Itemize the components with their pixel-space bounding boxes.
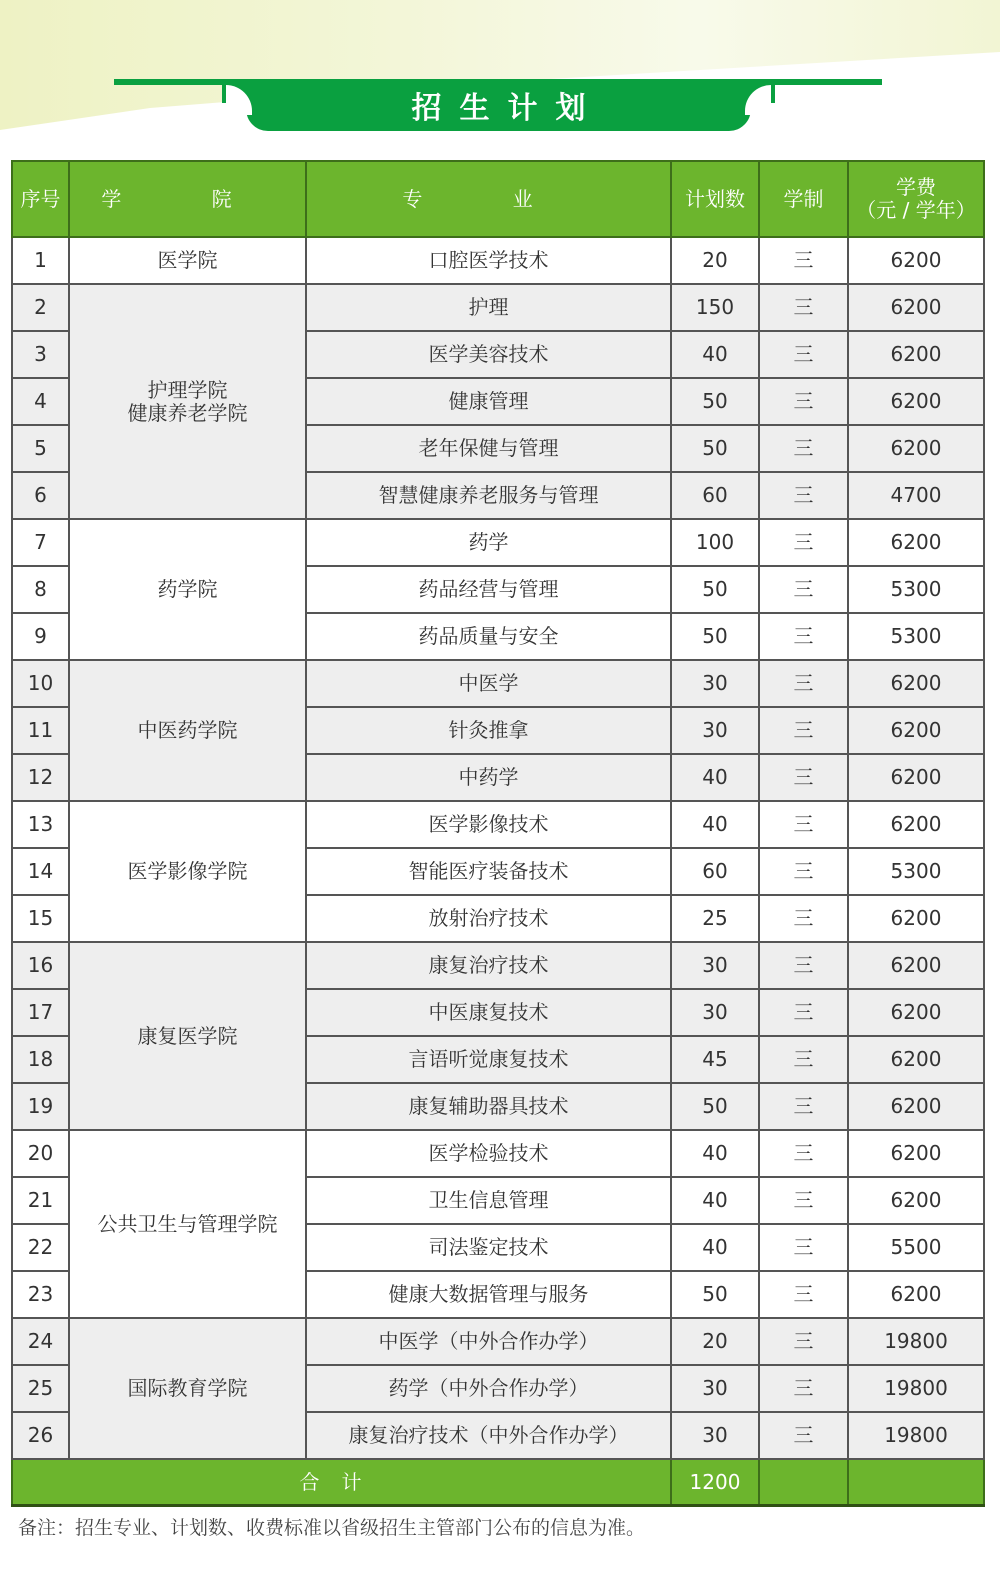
tuition-fee: 6200	[848, 660, 984, 707]
college-name: 医学影像学院	[127, 859, 248, 883]
duration: 三	[759, 1083, 848, 1130]
tuition-fee: 6200	[848, 378, 984, 425]
header-duration: 学制	[759, 161, 848, 237]
college-cell	[69, 801, 306, 942]
tuition-fee: 19800	[848, 1365, 984, 1412]
duration: 三	[759, 1130, 848, 1177]
table-row	[12, 1130, 984, 1177]
tuition-fee: 6200	[848, 707, 984, 754]
plan-count: 45	[671, 1036, 759, 1083]
table-row	[12, 284, 984, 331]
tuition-fee: 5500	[848, 1224, 984, 1271]
total-row	[12, 1459, 984, 1506]
plan-count: 30	[671, 707, 759, 754]
major-name: 护理	[306, 284, 671, 331]
tuition-fee: 6200	[848, 284, 984, 331]
major-name: 放射治疗技术	[306, 895, 671, 942]
duration: 三	[759, 895, 848, 942]
tuition-fee: 6200	[848, 1036, 984, 1083]
major-name: 医学检验技术	[306, 1130, 671, 1177]
tuition-fee: 5300	[848, 613, 984, 660]
row-index: 10	[12, 660, 69, 707]
duration: 三	[759, 1412, 848, 1459]
row-index: 8	[12, 566, 69, 613]
duration: 三	[759, 1318, 848, 1365]
duration: 三	[759, 613, 848, 660]
duration: 三	[759, 1036, 848, 1083]
duration: 三	[759, 566, 848, 613]
duration: 三	[759, 331, 848, 378]
college-name: 中医药学院	[137, 718, 238, 742]
table-row	[12, 1318, 984, 1365]
row-index: 19	[12, 1083, 69, 1130]
row-index: 6	[12, 472, 69, 519]
row-index: 20	[12, 1130, 69, 1177]
duration: 三	[759, 378, 848, 425]
college-name: 公共卫生与管理学院	[97, 1211, 278, 1236]
plan-count: 40	[671, 801, 759, 848]
tuition-fee: 19800	[848, 1412, 984, 1459]
college-cell	[69, 519, 306, 660]
table-row	[12, 237, 984, 284]
college-cell	[69, 1318, 306, 1459]
plan-count: 150	[671, 284, 759, 331]
tuition-fee: 6200	[848, 331, 984, 378]
plan-count: 40	[671, 754, 759, 801]
duration: 三	[759, 1365, 848, 1412]
plan-count: 40	[671, 1177, 759, 1224]
row-index: 7	[12, 519, 69, 566]
row-index: 9	[12, 613, 69, 660]
duration: 三	[759, 801, 848, 848]
tuition-fee: 4700	[848, 472, 984, 519]
row-index: 21	[12, 1177, 69, 1224]
duration: 三	[759, 1177, 848, 1224]
tuition-fee: 6200	[848, 754, 984, 801]
plan-count: 25	[671, 895, 759, 942]
plan-count: 40	[671, 1224, 759, 1271]
tuition-fee: 6200	[848, 425, 984, 472]
page-title: 招生计划	[411, 91, 604, 126]
duration: 三	[759, 519, 848, 566]
tuition-fee: 6200	[848, 237, 984, 284]
college-name: 护理学院	[147, 377, 228, 402]
plan-count: 50	[671, 613, 759, 660]
plan-count: 60	[671, 848, 759, 895]
row-index: 11	[12, 707, 69, 754]
plan-count: 20	[671, 1318, 759, 1365]
major-name: 药学	[306, 519, 671, 566]
duration: 三	[759, 707, 848, 754]
major-name: 老年保健与管理	[306, 425, 671, 472]
tuition-fee: 19800	[848, 1318, 984, 1365]
tuition-fee: 6200	[848, 895, 984, 942]
major-name: 药品质量与安全	[306, 613, 671, 660]
major-name: 药品经营与管理	[306, 566, 671, 613]
row-index: 1	[12, 237, 69, 284]
header-fee-line2: （元 / 学年）	[856, 198, 976, 222]
tuition-fee: 6200	[848, 1083, 984, 1130]
row-index: 25	[12, 1365, 69, 1412]
duration: 三	[759, 1224, 848, 1271]
plan-count: 50	[671, 566, 759, 613]
header-major: 专 业	[306, 161, 671, 237]
total-plan: 1200	[671, 1459, 759, 1506]
major-name: 医学影像技术	[306, 801, 671, 848]
row-index: 23	[12, 1271, 69, 1318]
row-index: 26	[12, 1412, 69, 1459]
header-plan-count: 计划数	[671, 161, 759, 237]
duration: 三	[759, 284, 848, 331]
college-name: 医学院	[157, 248, 218, 272]
plan-count: 30	[671, 660, 759, 707]
major-name: 健康大数据管理与服务	[306, 1271, 671, 1318]
row-index: 14	[12, 848, 69, 895]
plan-count: 30	[671, 989, 759, 1036]
duration: 三	[759, 237, 848, 284]
duration: 三	[759, 989, 848, 1036]
duration: 三	[759, 1271, 848, 1318]
row-index: 13	[12, 801, 69, 848]
college-cell	[69, 284, 306, 519]
total-fee	[848, 1459, 984, 1506]
major-name: 智慧健康养老服务与管理	[306, 472, 671, 519]
duration: 三	[759, 848, 848, 895]
plan-count: 20	[671, 237, 759, 284]
tuition-fee: 6200	[848, 942, 984, 989]
college-cell	[69, 237, 306, 284]
college-cell	[69, 1130, 306, 1318]
duration: 三	[759, 660, 848, 707]
major-name: 司法鉴定技术	[306, 1224, 671, 1271]
row-index: 24	[12, 1318, 69, 1365]
table-row	[12, 519, 984, 566]
header-fee-line1: 学费	[896, 175, 936, 199]
table-header-row	[12, 161, 984, 237]
table-row	[12, 942, 984, 989]
plan-count: 50	[671, 1083, 759, 1130]
table-row	[12, 801, 984, 848]
major-name: 药学（中外合作办学）	[306, 1365, 671, 1412]
major-name: 康复治疗技术（中外合作办学）	[306, 1412, 671, 1459]
tuition-fee: 5300	[848, 566, 984, 613]
total-duration	[759, 1459, 848, 1506]
row-index: 17	[12, 989, 69, 1036]
row-index: 18	[12, 1036, 69, 1083]
duration: 三	[759, 754, 848, 801]
plan-count: 50	[671, 1271, 759, 1318]
major-name: 医学美容技术	[306, 331, 671, 378]
major-name: 康复治疗技术	[306, 942, 671, 989]
plan-count: 30	[671, 1412, 759, 1459]
college-name: 药学院	[157, 577, 218, 601]
header-fee	[848, 161, 984, 237]
plan-count: 100	[671, 519, 759, 566]
major-name: 言语听觉康复技术	[306, 1036, 671, 1083]
major-name: 中医康复技术	[306, 989, 671, 1036]
header-index: 序号	[12, 161, 69, 237]
row-index: 15	[12, 895, 69, 942]
major-name: 中药学	[306, 754, 671, 801]
row-index: 2	[12, 284, 69, 331]
duration: 三	[759, 942, 848, 989]
footnote: 备注：招生专业、计划数、收费标准以省级招生主管部门公布的信息为准。	[18, 1517, 646, 1539]
row-index: 12	[12, 754, 69, 801]
major-name: 针灸推拿	[306, 707, 671, 754]
total-label: 合计	[12, 1459, 671, 1506]
row-index: 3	[12, 331, 69, 378]
major-name: 中医学	[306, 660, 671, 707]
college-cell	[69, 660, 306, 801]
plan-count: 30	[671, 1365, 759, 1412]
plan-count: 50	[671, 378, 759, 425]
college-cell	[69, 942, 306, 1130]
enrollment-plan-table	[11, 160, 985, 1507]
tuition-fee: 5300	[848, 848, 984, 895]
college-name-line2: 健康养老学院	[127, 400, 248, 425]
tuition-fee: 6200	[848, 989, 984, 1036]
row-index: 5	[12, 425, 69, 472]
row-index: 16	[12, 942, 69, 989]
college-name: 康复医学院	[137, 1023, 238, 1048]
plan-count: 50	[671, 425, 759, 472]
table-row	[12, 660, 984, 707]
major-name: 康复辅助器具技术	[306, 1083, 671, 1130]
row-index: 4	[12, 378, 69, 425]
duration: 三	[759, 472, 848, 519]
plan-count: 40	[671, 1130, 759, 1177]
major-name: 口腔医学技术	[306, 237, 671, 284]
header-college: 学 院	[69, 161, 306, 237]
tuition-fee: 6200	[848, 1177, 984, 1224]
plan-count: 30	[671, 942, 759, 989]
tuition-fee: 6200	[848, 1130, 984, 1177]
row-index: 22	[12, 1224, 69, 1271]
tuition-fee: 6200	[848, 1271, 984, 1318]
plan-count: 60	[671, 472, 759, 519]
duration: 三	[759, 425, 848, 472]
tuition-fee: 6200	[848, 801, 984, 848]
major-name: 健康管理	[306, 378, 671, 425]
major-name: 中医学（中外合作办学）	[306, 1318, 671, 1365]
table-body	[12, 237, 984, 1459]
college-name: 国际教育学院	[127, 1376, 248, 1400]
major-name: 卫生信息管理	[306, 1177, 671, 1224]
plan-count: 40	[671, 331, 759, 378]
major-name: 智能医疗装备技术	[306, 848, 671, 895]
tuition-fee: 6200	[848, 519, 984, 566]
